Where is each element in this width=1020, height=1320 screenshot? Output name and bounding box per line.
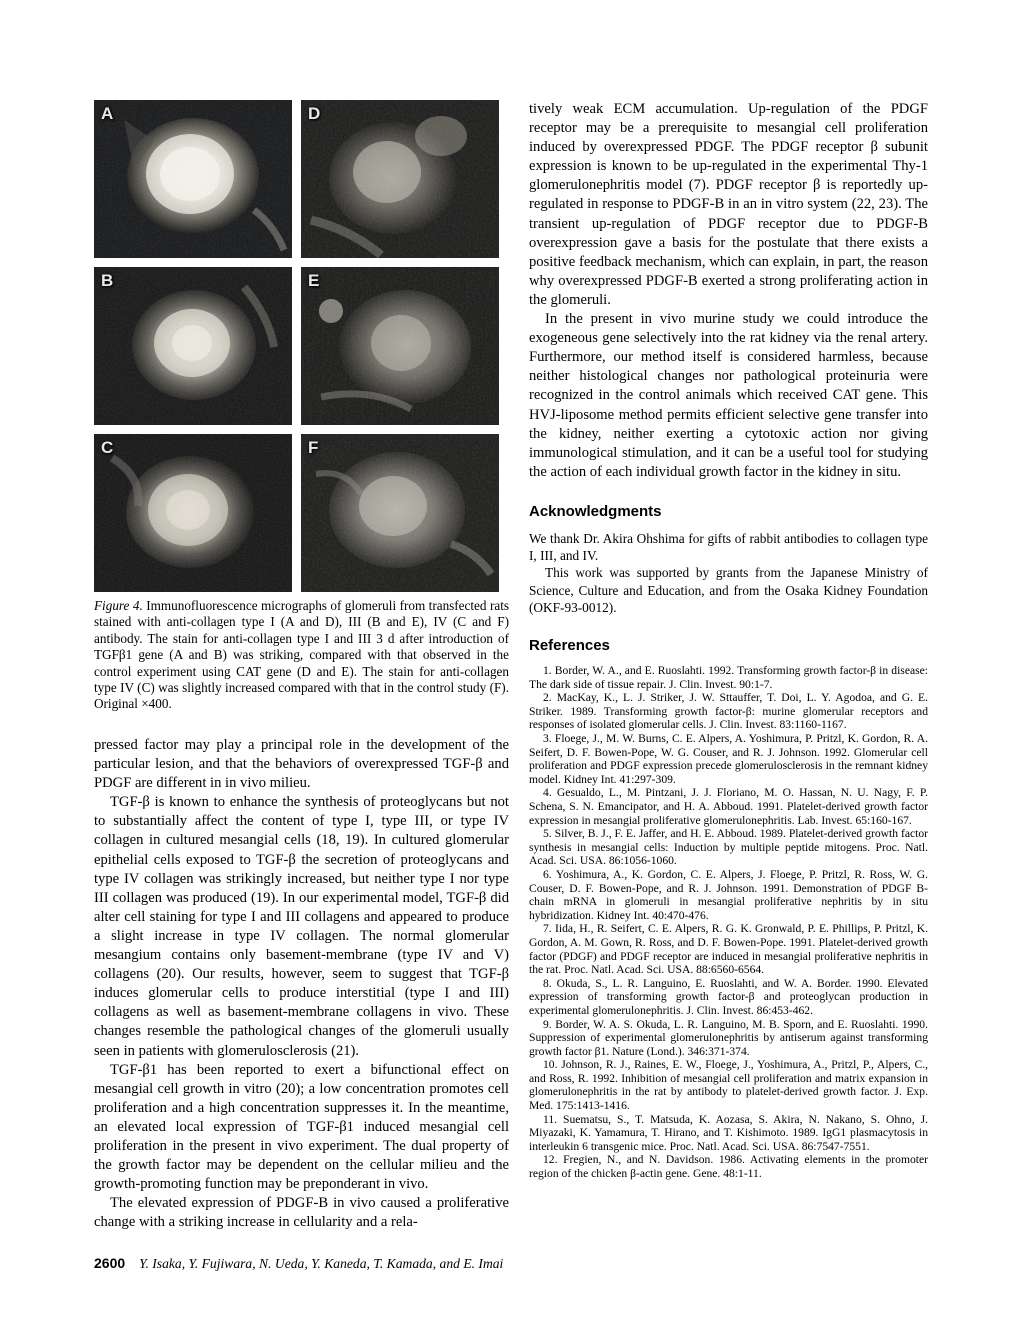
paragraph: pressed factor may play a principal role in the development of the particular lesion, and that the behaviors of overexpressed TGF-β and PDGF are different in in vivo milieu. — [94, 737, 509, 792]
panel-label-a: A — [101, 104, 114, 123]
references-heading: References — [529, 636, 610, 654]
footer-authors: Y. Isaka, Y. Fujiwara, N. Ueda, Y. Kaneda, T. Kamada, and E. Imai — [139, 1256, 504, 1271]
paragraph: The elevated expression of PDGF-B in vivo caused a proliferative change with a striking increase in cellularity and a rela- — [94, 1195, 509, 1231]
figure-caption-text: Immunofluorescence micrographs of glomeruli from transfected rats stained with anti-collagen type I (A and D), III (B and E), IV (C and F) antibody. The stain for anti-collagen type I and III 3 d after introduction of TGFβ1 gene (A and B) was striking, compared with that observed in the control experiment using CAT gene (D and E). The stain for anti-collagen type IV (C) was slightly increased compared with that in the control study (F). Original ×400. — [94, 598, 510, 712]
reference-item: 2. MacKay, K., L. J. Striker, J. W. Sttauffer, T. Doi, L. Y. Agodoa, and G. E. Striker. 1989. Transforming growth factor-β: murine glomerular receptors and responses of isolated glomerular cells. J. Clin. Invest. 83:1160-1167. — [529, 691, 928, 732]
micrograph-image-e — [301, 267, 499, 425]
paragraph: TGF-β is known to enhance the synthesis of proteoglycans but not to substantially affect the content of type I, type III, or type IV collagen in cultured mesangial cells (18, 19). In cultured glomerular epithelial cells exposed to TGF-β the secretion of proteoglycans and type IV collagen was strikingly increased, but neither type I nor type III collagen was produced (19). In our experimental model, TGF-β did alter cell staining for type I and III collagens and appeared to produce a slight increase in type IV collagen. The normal glomerular mesangium contains only basement-membrane (type IV and V) collagens (20). Our results, however, seem to suggest that TGF-β induces glomerular cells to produce interstitial (type I and III) collagens as well as basement-membrane collagens in vivo. These changes resemble the pathological changes of the glomeruli usually seen in patients with glomerulosclerosis (21). — [94, 794, 509, 1059]
references-list — [529, 664, 928, 1181]
micrograph-image-a — [94, 100, 292, 258]
paragraph: In the present in vivo murine study we could introduce the exogeneous gene selectively into the rat kidney via the renal artery. Furthermore, our method itself is considered harmless, because neither histological changes nor pathological proteinuria were recognized in the control animals which received CAT gene. This HVJ-liposome method permits efficient selective gene transfer into the kidney, neither exerting a cytotoxic action nor giving immunological stimulation, and it can be a useful tool for studying the action of each individual growth factor in the kidney in situ. — [529, 311, 928, 480]
micrograph-panel-grid — [94, 100, 509, 592]
micrograph-panel-b — [94, 267, 292, 425]
paragraph: tively weak ECM accumulation. Up-regulation of the PDGF receptor may be a prerequisite to mesangial cell proliferation induced by overexpressed PDGF. The PDGF receptor β subunit expression is known to be up-regulated in the experimental Thy-1 glomerulonephritis model (7). PDGF receptor β is reportedly up-regulated in response to PDGF-B in an in vitro system (22, 23). The transient up-regulation of PDGF receptor due to PDGF-B overexpression gave a basis for the postulate that there exists a positive feedback mechanism, which can explain, in part, the reason why overexpressed PDGF-B exerted a strong proliferating action in the glomeruli. — [529, 101, 928, 308]
panel-label-f: F — [308, 438, 319, 457]
micrograph-panel-a — [94, 100, 292, 258]
reference-item: 3. Floege, J., M. W. Burns, C. E. Alpers, A. Yoshimura, P. Pritzl, K. Gordon, R. A. Seifert, D. F. Bowen-Pope, W. G. Couser, and R. J. Johnson. 1992. Glomerular cell proliferation and PDGF expression precede glomerulosclerosis in the remnant kidney model. Kidney Int. 41:297-309. — [529, 732, 928, 786]
panel-label-e: E — [308, 271, 320, 290]
reference-item: 7. Iida, H., R. Seifert, C. E. Alpers, R. G. K. Gronwald, P. E. Phillips, P. Pritzl, K. Gordon, A. M. Gown, R. Ross, and D. F. Bowen-Pope. 1991. Platelet-derived growth factor (PDGF) and PDGF receptor are induced in mesangial proliferative nephritis in the rat. Proc. Natl. Acad. Sci. USA. 88:6560-6564. — [529, 922, 928, 977]
paragraph: This work was supported by grants from the Japanese Ministry of Science, Culture and Education, and from the Osaka Kidney Foundation (OKF-93-0012). — [529, 565, 928, 615]
micrograph-panel-c — [94, 434, 292, 592]
micrograph-image-f — [301, 434, 499, 592]
reference-item: 1. Border, W. A., and E. Ruoslahti. 1992. Transforming growth factor-β in disease: The dark side of tissue repair. J. Clin. Invest. 90:1-7. — [529, 664, 928, 691]
micrograph-image-d — [301, 100, 499, 258]
reference-item: 9. Border, W. A. S. Okuda, L. R. Languino, M. B. Sporn, and E. Ruoslahti. 1990. Suppression of experimental glomerulonephritis by antiserum against transforming growth factor β1. Nature (Lond.). 346:371-374. — [529, 1017, 928, 1058]
left-column-body — [94, 736, 509, 1232]
micrograph-image-b — [94, 267, 292, 425]
panel-label-b: B — [101, 271, 114, 290]
paragraph: TGF-β1 has been reported to exert a bifunctional effect on mesangial cell growth in vitro (20); a low concentration promotes cell proliferation and a high concentration suppresses it. In the meantime, an elevated local expression of TGF-β1 induced mesangial cell proliferation in the present in vivo experiment. The dual property of the growth factor may be dependent on the cellular milieu and the growth-promoting function may be preponderant in vivo. — [94, 1061, 509, 1193]
paragraph: We thank Dr. Akira Ohshima for gifts of rabbit antibodies to collagen type I, III, and IV. — [529, 530, 928, 564]
reference-item: 4. Gesualdo, L., M. Pintzani, J. J. Floriano, M. O. Hassan, N. U. Nagy, F. P. Schena, S. N. Emancipator, and H. A. Abboud. 1991. Platelet-derived growth factor expression in mesangial proliferative glomerulonephritis. Lab. Invest. 65:160-167. — [529, 786, 928, 827]
panel-label-d: D — [308, 104, 321, 123]
micrograph-panel-e — [301, 267, 499, 425]
reference-item: 12. Fregien, N., and N. Davidson. 1986. Activating elements in the promoter region of the chicken β-actin gene. Gene. 48:1-11. — [529, 1153, 928, 1181]
page-footer — [94, 1255, 934, 1272]
micrograph-image-c — [94, 434, 292, 592]
reference-item: 11. Suematsu, S., T. Matsuda, K. Aozasa, S. Akira, N. Nakano, S. Ohno, J. Miyazaki, K. Yamamura, T. Hirano, and T. Kishimoto. 1989. IgG1 plasmacytosis in interleukin 6 transgenic mice. Proc. Natl. Acad. Sci. USA. 86:7547-7551. — [529, 1112, 928, 1153]
right-column-body — [529, 100, 928, 1181]
micrograph-panel-f — [301, 434, 499, 592]
reference-item: 10. Johnson, R. J., Raines, E. W., Floege, J., Yoshimura, A., Pritzl, P., Alpers, C., and Ross, R. 1992. Inhibition of mesangial cell proliferation and matrix expansion in glomerulonephritis in the rat by antibody to platelet-derived growth factor. J. Exp. Med. 175:1413-1416. — [529, 1058, 928, 1113]
reference-item: 8. Okuda, S., L. R. Languino, E. Ruoslahti, and W. A. Border. 1990. Elevated expression of transforming growth factor-β and proteoglycan production in experimental glomerulonephritis. J. Clin. Invest. 86:453-462. — [529, 976, 928, 1017]
reference-item: 6. Yoshimura, A., K. Gordon, C. E. Alpers, J. Floege, P. Pritzl, R. Ross, W. G. Couser, D. F. Bowen-Pope, and R. J. Johnson. 1991. Demonstration of PDGF B-chain mRNA in glomeruli in mesangial proliferative nephritis by in situ hybridization. Kidney Int. 40:470-476. — [529, 867, 928, 922]
figure-caption — [94, 598, 509, 713]
figure-4 — [94, 100, 509, 592]
figure-caption-label: Figure 4. — [94, 598, 143, 613]
micrograph-panel-d — [301, 100, 499, 258]
reference-item: 5. Silver, B. J., F. E. Jaffer, and H. E. Abboud. 1989. Platelet-derived growth factor synthesis in mesangial cells: Induction by multiple peptide mitogens. Proc. Natl. Acad. Sci. USA. 86:1056-1060. — [529, 827, 928, 868]
page-number: 2600 — [94, 1255, 126, 1271]
acknowledgments-heading: Acknowledgments — [529, 502, 662, 520]
panel-label-c: C — [101, 438, 114, 457]
acknowledgments-body — [529, 530, 928, 616]
